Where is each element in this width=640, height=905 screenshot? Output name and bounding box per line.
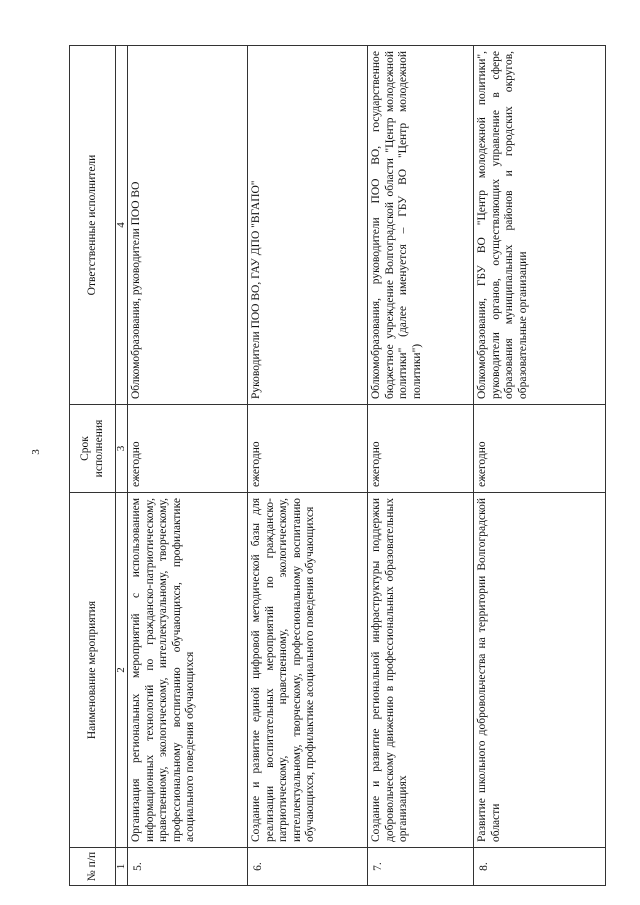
col-number: 2 — [116, 493, 128, 848]
table-header-row — [70, 46, 116, 886]
col-number: 4 — [116, 46, 128, 405]
row-number: 8. — [474, 848, 606, 886]
rotated-page — [69, 46, 605, 886]
activity-name: Развитие школьного добровольчества на территории Волгоградской области — [474, 493, 606, 848]
activity-term: ежегодно — [248, 405, 368, 493]
row-number: 7. — [368, 848, 474, 886]
column-number-row — [116, 46, 128, 886]
activity-executors: Облкомобразования, ГБУ ВО "Центр молодежной политики", руководители органов, осуществляющих управление в сфере образования муниципальных районов и городских округов, образовательные организации — [474, 46, 606, 405]
header-num: № п/п — [70, 848, 116, 886]
row-number: 6. — [248, 848, 368, 886]
page-number: 3 — [30, 449, 42, 455]
header-name: Наименование мероприятия — [70, 493, 116, 848]
activity-name: Создание и развитие единой цифровой методической базы для реализации воспитательных мероприятий по гражданско-патриотическому, нравственному, экологическому, интеллектуальному, творческому, профессиональному воспитанию обучающихся, профилактике асоциального поведения обучающихся — [248, 493, 368, 848]
table-row — [368, 46, 474, 886]
header-term: Срок исполнения — [70, 405, 116, 493]
activity-name: Создание и развитие региональной инфраструктуры поддержки добровольческому движению в профессиональных образовательных организациях — [368, 493, 474, 848]
activity-name: Организация региональных мероприятий с использованием информационных технологий по гражданско-патриотическому, нравственному, экологическому, интеллектуальному, творческому, профессиональному воспитанию обучающихся, профилактике асоциального поведения обучающихся — [128, 493, 248, 848]
table-row — [248, 46, 368, 886]
col-number: 3 — [116, 405, 128, 493]
activities-table — [69, 45, 606, 886]
activity-term: ежегодно — [474, 405, 606, 493]
activity-term: ежегодно — [368, 405, 474, 493]
activity-term: ежегодно — [128, 405, 248, 493]
col-number: 1 — [116, 848, 128, 886]
table-row — [474, 46, 606, 886]
header-executors: Ответственные исполнители — [70, 46, 116, 405]
table-row — [128, 46, 248, 886]
activity-executors: Облкомобразования, руководители ПОО ВО — [128, 46, 248, 405]
row-number: 5. — [128, 848, 248, 886]
activity-executors: Руководители ПОО ВО, ГАУ ДПО "ВГАПО" — [248, 46, 368, 405]
activity-executors: Облкомобразования, руководители ПОО ВО, государственное бюджетное учреждение Волгоградской области "Центр молодежной политики" (далее именуется – ГБУ ВО "Центр молодежной политики") — [368, 46, 474, 405]
